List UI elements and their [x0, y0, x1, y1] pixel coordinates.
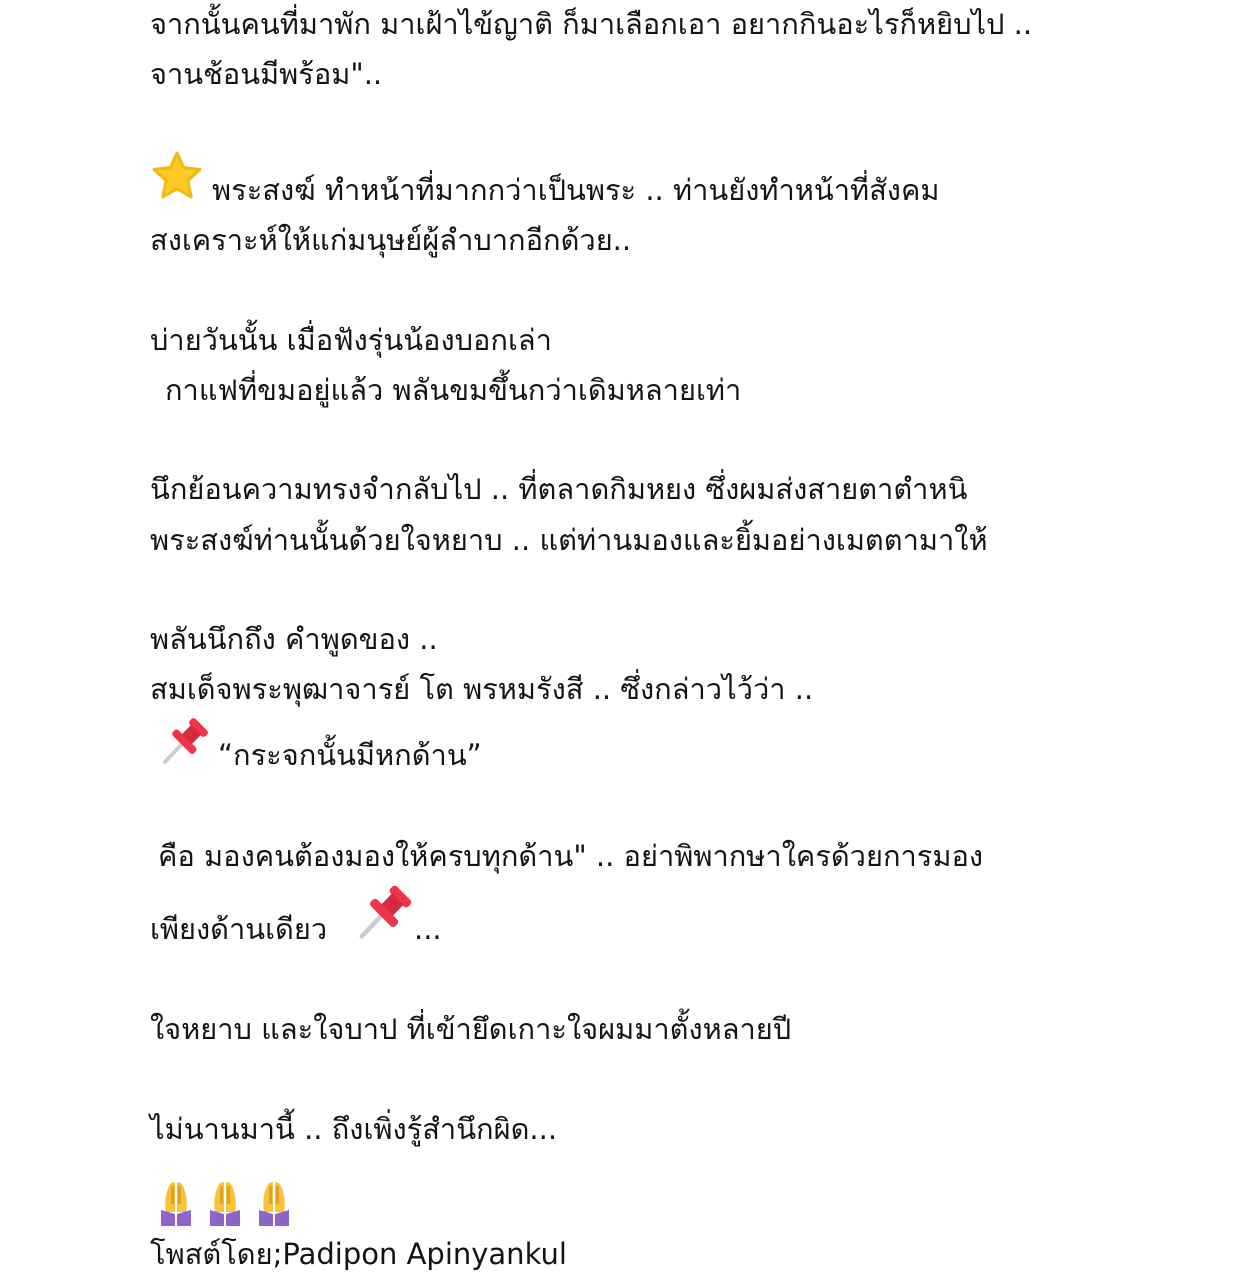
folded-hands-icon — [207, 1178, 243, 1228]
post-line: ... — [414, 912, 442, 946]
folded-hands-icon — [158, 1178, 194, 1228]
post-line: พระสงฆ์ ทำหน้าที่มากกว่าเป็นพระ .. ท่านยังทำหน้าที่สังคม — [212, 173, 940, 207]
star-icon — [150, 150, 204, 200]
post-line: จานช้อนมีพร้อม".. — [150, 57, 383, 91]
post-line: กาแฟที่ขมอยู่แล้ว พลันขมขึ้นกว่าเดิมหลายเท่า — [165, 373, 742, 407]
post-line: “กระจกนั้นมีหกด้าน” — [218, 738, 482, 772]
post-line: บ่ายวันนั้น เมื่อฟังรุ่นน้องบอกเล่า — [150, 323, 552, 357]
post-line: ไม่นานมานี้ .. ถึงเพิ่งรู้สำนึกผิด... — [150, 1112, 558, 1146]
post-line: จากนั้นคนที่มาพัก มาเฝ้าไข้ญาติ ก็มาเลือกเอา อยากกินอะไรก็หยิบไป .. — [150, 7, 1033, 41]
post-line: พลันนึกถึง คำพูดของ .. — [150, 622, 438, 656]
post-line: เพียงด้านเดียว — [150, 912, 328, 946]
post-line: คือ มองคนต้องมองให้ครบทุกด้าน" .. อย่าพิพากษาใครด้วยการมอง — [158, 839, 984, 873]
post-line: สมเด็จพระพุฒาจารย์ โต พรหมรังสี .. ซึ่งกล่าวไว้ว่า .. — [150, 672, 814, 706]
pushpin-icon — [356, 881, 416, 941]
post-line: พระสงฆ์ท่านนั้นด้วยใจหยาบ .. แต่ท่านมองและยิ้มอย่างเมตตามาให้ — [150, 523, 988, 557]
post-line: สงเคราะห์ให้แก่มนุษย์ผู้ลำบากอีกด้วย.. — [150, 223, 632, 257]
post-line: นึกย้อนความทรงจำกลับไป .. ที่ตลาดกิมหยง ซึ่งผมส่งสายตาตำหนิ — [150, 472, 968, 506]
post-line: ใจหยาบ และใจบาป ที่เข้ายึดเกาะใจผมมาตั้งหลายปี — [150, 1012, 792, 1046]
folded-hands-icon — [256, 1178, 292, 1228]
pushpin-icon — [160, 714, 212, 766]
post-author: โพสต์โดย;Padipon Apinyankul — [150, 1237, 567, 1271]
